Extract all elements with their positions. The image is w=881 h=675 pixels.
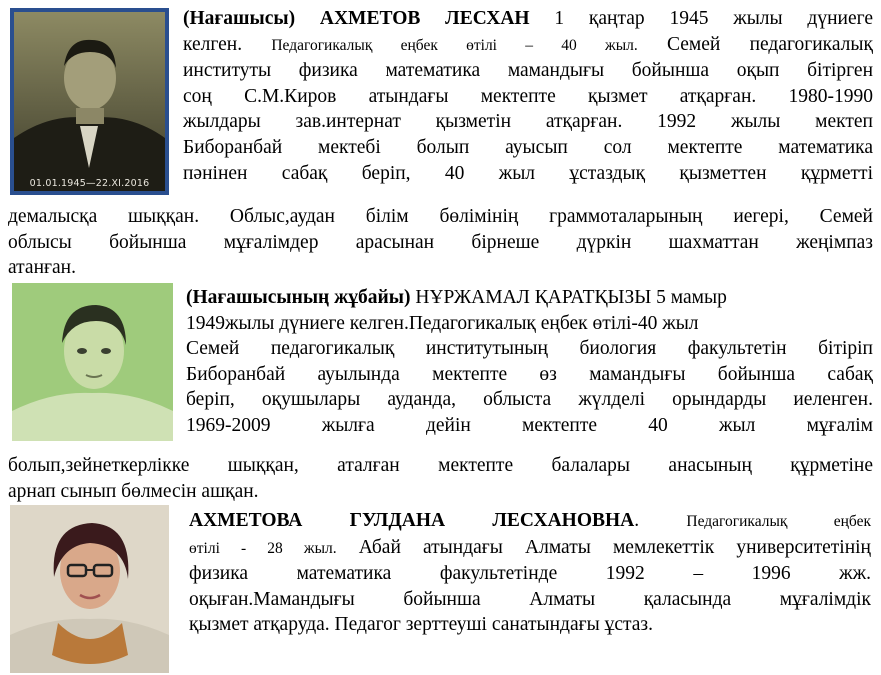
bio-line: 1969-2009 жылға дейін мектепте 40 жыл мұғалім (186, 414, 873, 436)
bio-line: 1949жылы дүниеге келген.Педагогикалық еңбек өтілі-40 жыл (186, 312, 699, 334)
bio-line: физика математика факультетінде 1992 – 1996 жж. (189, 563, 871, 585)
bio-line: облысы бойынша мұғалімдер арасынан бірнеше дүркін шахматтан жеңімпаз (8, 231, 873, 253)
bio-nurzhamal-bottom (8, 453, 873, 504)
bio-line: соң С.М.Киров атындағы мектепте қызмет атқарған. 1980-1990 (183, 85, 873, 107)
portrait-image (10, 505, 169, 673)
portrait-image (10, 8, 169, 195)
bio-line: арнап сынып бөлмесін ашқан. (8, 480, 259, 502)
bio-line: беріп, оқушылары ауданда, облыста жүлделі орындарды иеленген. (186, 389, 873, 411)
portrait-photo-akhmetov (10, 8, 169, 195)
bio-line: қызмет атқаруда. Педагог зерттеуші санатындағы ұстаз. (189, 614, 653, 636)
person-name: АХМЕТОВ ЛЕСХАН (319, 8, 530, 29)
bio-line: (Нағашысы) АХМЕТОВ ЛЕСХАН 1 қаңтар 1945 жылы дүниеге (183, 8, 874, 29)
bio-akhmetov-top (183, 6, 873, 186)
portrait-photo-nurzhamal (12, 283, 173, 441)
bio-line: (Нағашысының жұбайы) НҰРЖАМАЛ ҚАРАТҚЫЗЫ 5 мамыр (186, 287, 727, 308)
bio-line: өтілі - 28 жыл. Абай атындағы Алматы мемлекеттік университетінің (189, 536, 871, 558)
bio-akhmetov-bottom (8, 204, 873, 281)
person-name: НҰРЖАМАЛ ҚАРАТҚЫЗЫ (410, 287, 652, 308)
bio-line: болып,зейнеткерлікке шыққан, аталған мектепте балалары анасының құрметіне (8, 455, 873, 476)
bio-line: келген. Педагогикалық еңбек өтілі – 40 жыл. Семей педагогикалық (183, 33, 873, 55)
role-label: (Нағашысының жұбайы) (186, 287, 411, 308)
person-name: АХМЕТОВА ГУЛДАНА ЛЕСХАНОВНА (189, 510, 635, 531)
portrait-image (12, 283, 173, 441)
bio-line: атанған. (8, 257, 76, 279)
bio-nurzhamal-top (186, 285, 873, 439)
bio-guldana (189, 508, 871, 638)
bio-line: жылдары зав.интернат қызметін атқарған. 1992 жылы мектеп (183, 111, 873, 133)
bio-line: демалысқа шыққан. Облыс,аудан білім бөлімінің граммоталарының иегері, Семей (8, 206, 873, 227)
portrait-photo-guldana (10, 505, 169, 673)
bio-line: оқыған.Мамандығы бойынша Алматы қаласында мұғалімдік (189, 588, 871, 610)
bio-line: Семей педагогикалық институтының биология факультетін бітіріп (186, 338, 873, 360)
bio-line: Биборанбай мектебі болып ауысып сол мектепте математика (183, 136, 873, 158)
role-label: (Нағашысы) (183, 8, 296, 29)
bio-line: АХМЕТОВА ГУЛДАНА ЛЕСХАНОВНА. Педагогикалық еңбек (189, 510, 871, 531)
bio-line: пәнінен сабақ беріп, 40 жыл ұстаздық қызметтен құрметті (183, 162, 873, 184)
bio-line: Биборанбай ауылында мектепте өз мамандығы бойынша сабақ (186, 363, 873, 385)
photo-dates: 01.01.1945—22.XI.2016 (29, 178, 150, 189)
bio-line: институты физика математика мамандығы бойынша оқып бітірген (183, 60, 873, 82)
